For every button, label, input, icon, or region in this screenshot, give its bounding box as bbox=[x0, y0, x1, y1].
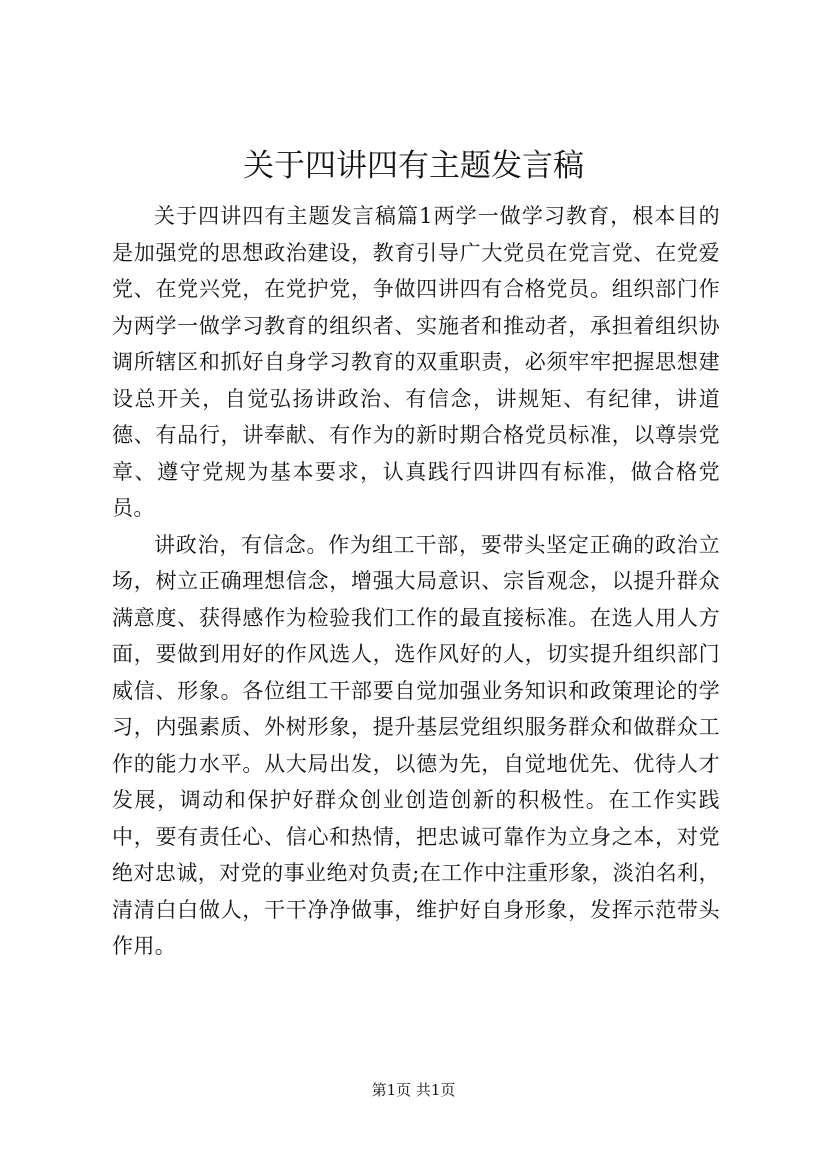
paragraph-1: 关于四讲四有主题发言稿篇1两学一做学习教育，根本目的是加强党的思想政治建设，教育引导广大党员在党言党、在党爱党、在党兴党，在党护党，争做四讲四有合格党员。组织部门作为两学一做学习教育的组织者、实施者和推动者，承担着组织协调所辖区和抓好自身学习教育的双重职责，必须牢牢把握思想建设总开关，自觉弘扬讲政治、有信念，讲规矩、有纪律，讲道德、有品行，讲奉献、有作为的新时期合格党员标准，以尊崇党章、遵守党规为基本要求，认真践行四讲四有标准，做合格党员。 bbox=[112, 204, 720, 520]
paragraph-2: 讲政治，有信念。作为组工干部，要带头坚定正确的政治立场，树立正确理想信念，增强大局意识、宗旨观念，以提升群众满意度、获得感作为检验我们工作的最直接标准。在选人用人方面，要做到用好的作风选人，选作风好的人，切实提升组织部门威信、形象。各位组工干部要自觉加强业务知识和政策理论的学习，内强素质、外树形象，提升基层党组织服务群众和做群众工作的能力水平。从大局出发，以德为先，自觉地优先、优待人才发展，调动和保护好群众创业创造创新的积极性。在工作实践中，要有责任心、信心和热情，把忠诚可靠作为立身之本，对党绝对忠诚，对党的事业绝对负责;在工作中注重形象，淡泊名利，清清白白做人，干干净净做事，维护好自身形象，发挥示范带头作用。 bbox=[112, 532, 720, 958]
page-footer: 第1页 共1页 bbox=[371, 1081, 456, 1099]
document-title: 关于四讲四有主题发言稿 bbox=[243, 148, 584, 184]
document-body bbox=[112, 198, 720, 965]
